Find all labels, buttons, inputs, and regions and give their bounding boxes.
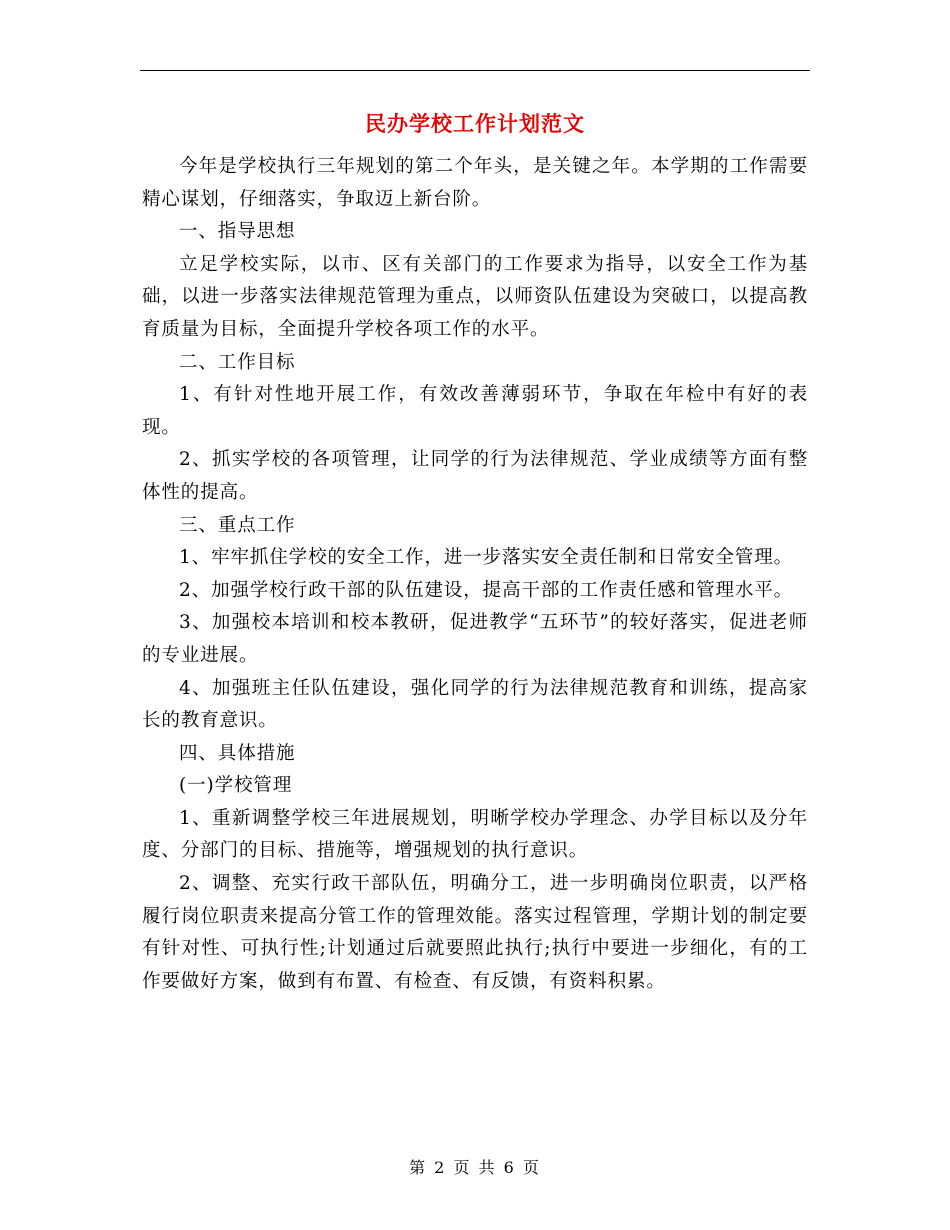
page-footer: 第 2 页 共 6 页 xyxy=(409,1158,541,1177)
subheading-school-management: (一)学校管理 xyxy=(179,775,293,797)
document-title: 民办学校工作计划范文 xyxy=(365,112,585,136)
paragraph-key-work-4: 4、加强班主任队伍建设，强化同学的行为法律规范教育和训练，提高家长的教育意识。 xyxy=(142,677,808,732)
heading-guiding-ideology: 一、指导思想 xyxy=(179,221,296,243)
paragraph-measure-2: 2、调整、充实行政干部队伍，明确分工，进一步明确岗位职责，以严格履行岗位职责来提高分管工作的管理效能。落实过程管理，学期计划的制定要有针对性、可执行性;计划通过后就要照此执行;执行中要进一步细化，有的工作要做好方案，做到有布置、有检查、有反馈，有资料积累。 xyxy=(142,873,808,992)
heading-work-goals: 二、工作目标 xyxy=(179,351,296,373)
paragraph-guiding-ideology: 立足学校实际，以市、区有关部门的工作要求为指导，以安全工作为基础，以进一步落实法律规范管理为重点，以师资队伍建设为突破口，以提高教育质量为目标，全面提升学校各项工作的水平。 xyxy=(142,253,808,340)
paragraph-goal-2: 2、抓实学校的各项管理，让同学的行为法律规范、学业成绩等方面有整体性的提高。 xyxy=(142,449,808,503)
paragraph-intro: 今年是学校执行三年规划的第二个年头，是关键之年。本学期的工作需要精心谋划，仔细落实，争取迈上新台阶。 xyxy=(142,156,808,210)
header-rule xyxy=(140,70,810,71)
paragraph-measure-1: 1、重新调整学校三年进展规划，明晰学校办学理念、办学目标以及分年度、分部门的目标、措施等，增强规划的执行意识。 xyxy=(142,807,808,862)
paragraph-key-work-1: 1、牢牢抓住学校的安全工作，进一步落实安全责任制和日常安全管理。 xyxy=(179,547,794,569)
heading-specific-measures: 四、具体措施 xyxy=(179,742,296,764)
paragraph-goal-1: 1、有针对性地开展工作，有效改善薄弱环节，争取在年检中有好的表现。 xyxy=(142,384,808,438)
paragraph-key-work-3: 3、加强校本培训和校本教研，促进教学“五环节”的较好落实，促进老师的专业进展。 xyxy=(142,612,808,666)
heading-key-work: 三、重点工作 xyxy=(179,514,296,536)
paragraph-key-work-2: 2、加强学校行政干部的队伍建设，提高干部的工作责任感和管理水平。 xyxy=(179,579,794,601)
document-body xyxy=(142,151,808,998)
